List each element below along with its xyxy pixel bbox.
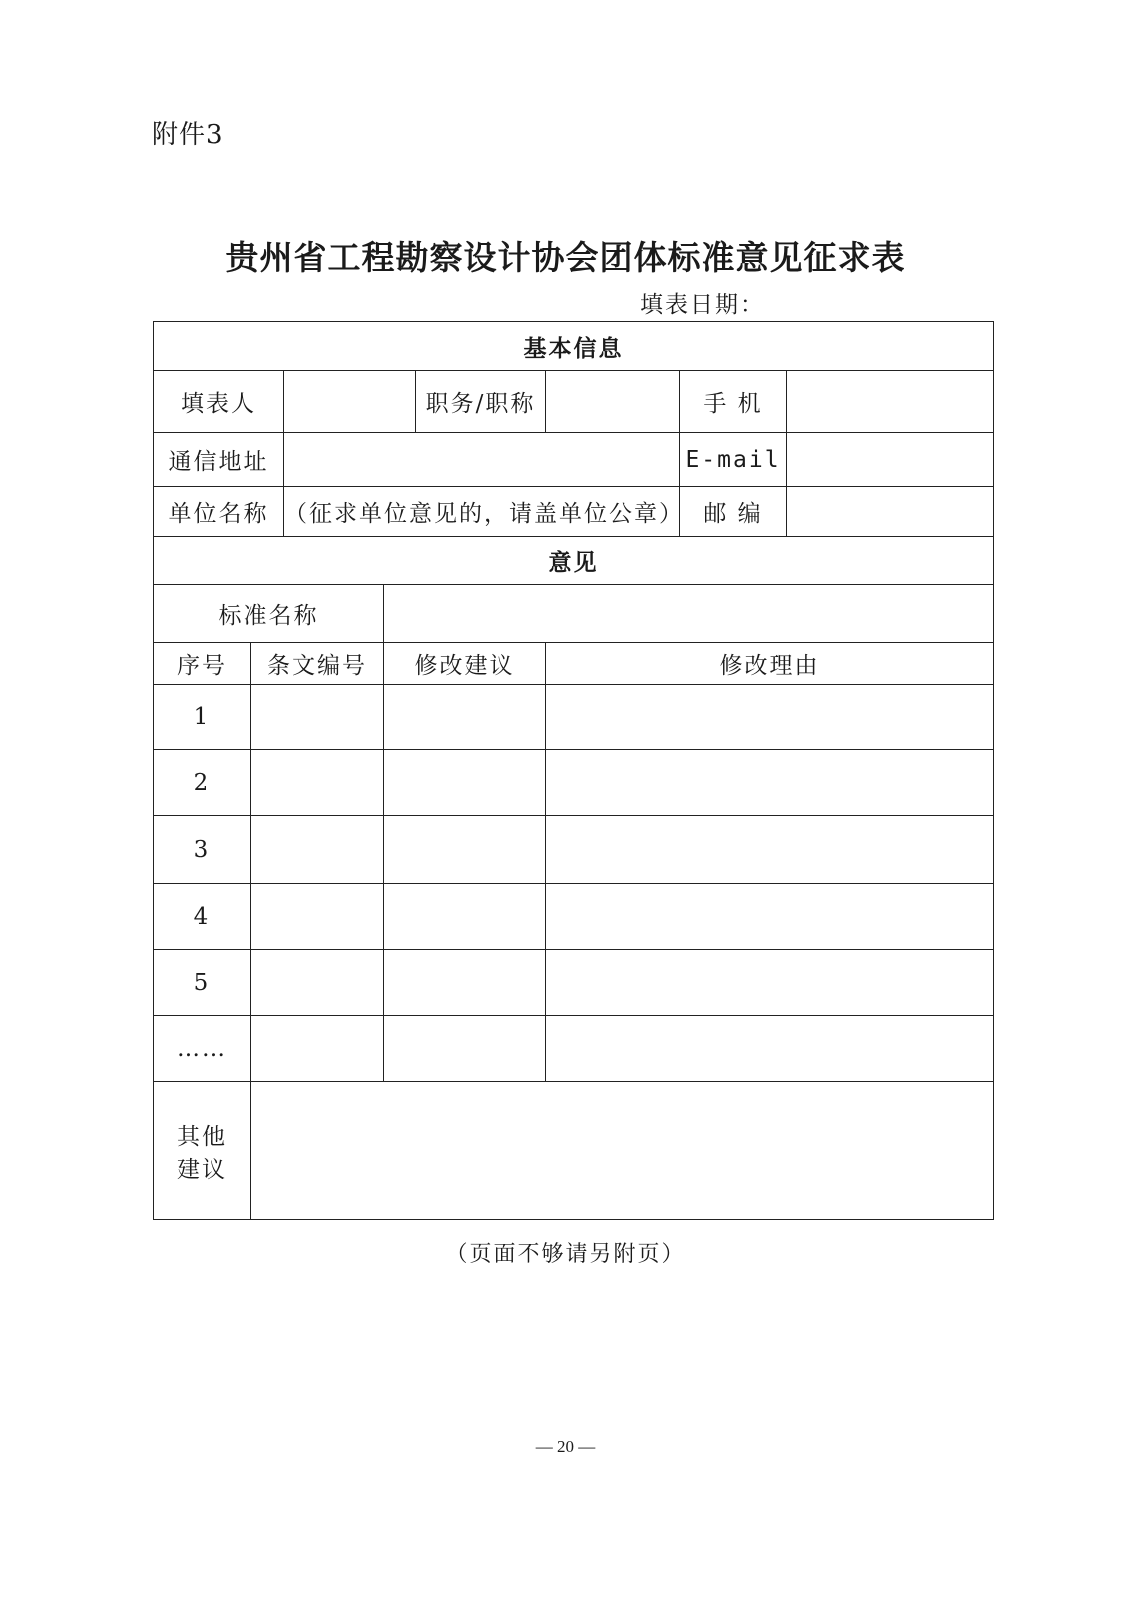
suggestion-cell[interactable] <box>384 816 546 884</box>
table-row <box>154 1016 994 1082</box>
clause-number-cell[interactable] <box>251 685 384 750</box>
unit-label: 单位名称 <box>154 487 284 537</box>
suggestion-cell[interactable] <box>384 884 546 950</box>
clause-number-cell[interactable] <box>251 950 384 1016</box>
column-header-reason: 修改理由 <box>546 643 994 685</box>
suggestion-cell[interactable] <box>384 685 546 750</box>
fill-date-label: 填表日期： <box>640 292 765 318</box>
row-number: 4 <box>154 884 251 950</box>
postcode-input-cell[interactable] <box>787 487 994 537</box>
clause-number-cell[interactable] <box>251 884 384 950</box>
clause-number-cell[interactable] <box>251 750 384 816</box>
column-header-suggestion: 修改建议 <box>384 643 546 685</box>
position-input-cell[interactable] <box>546 371 680 433</box>
opinion-form-table <box>153 321 994 1220</box>
row-number: 5 <box>154 950 251 1016</box>
position-label: 职务/职称 <box>416 371 546 433</box>
reason-cell[interactable] <box>546 750 994 816</box>
row-number: …… <box>154 1016 251 1082</box>
standard-name-label: 标准名称 <box>154 585 384 643</box>
other-suggestions-label <box>154 1082 251 1220</box>
reason-cell[interactable] <box>546 816 994 884</box>
table-row <box>154 685 994 750</box>
standard-name-input-cell[interactable] <box>384 585 994 643</box>
address-input-cell[interactable] <box>284 433 680 487</box>
phone-input-cell[interactable] <box>787 371 994 433</box>
other-suggestions-input-cell[interactable] <box>251 1082 994 1220</box>
row-number: 3 <box>154 816 251 884</box>
attachment-label: 附件3 <box>152 120 224 150</box>
reason-cell[interactable] <box>546 950 994 1016</box>
basic-info-heading: 基本信息 <box>154 322 994 371</box>
page-number: — 20 — <box>535 1437 596 1456</box>
unit-note[interactable]: （征求单位意见的，请盖单位公章） <box>284 487 680 537</box>
address-label: 通信地址 <box>154 433 284 487</box>
table-row <box>154 750 994 816</box>
reason-cell[interactable] <box>546 884 994 950</box>
other-label-line2: 建议 <box>177 1156 227 1183</box>
reason-cell[interactable] <box>546 1016 994 1082</box>
clause-number-cell[interactable] <box>251 816 384 884</box>
clause-number-cell[interactable] <box>251 1016 384 1082</box>
document-title: 贵州省工程勘察设计协会团体标准意见征求表 <box>225 238 906 277</box>
filler-input-cell[interactable] <box>284 371 416 433</box>
email-label: E-mail <box>680 433 787 487</box>
reason-cell[interactable] <box>546 685 994 750</box>
email-input-cell[interactable] <box>787 433 994 487</box>
table-row <box>154 950 994 1016</box>
column-header-serial: 序号 <box>154 643 251 685</box>
postcode-label: 邮 编 <box>680 487 787 537</box>
table-row <box>154 884 994 950</box>
phone-label: 手 机 <box>680 371 787 433</box>
row-number: 1 <box>154 685 251 750</box>
filler-label: 填表人 <box>154 371 284 433</box>
suggestion-cell[interactable] <box>384 750 546 816</box>
row-number: 2 <box>154 750 251 816</box>
suggestion-cell[interactable] <box>384 950 546 1016</box>
other-label-line1: 其他 <box>177 1123 227 1150</box>
table-row <box>154 816 994 884</box>
footer-note: （页面不够请另附页） <box>445 1242 686 1267</box>
column-header-clause-number: 条文编号 <box>251 643 384 685</box>
opinion-heading: 意见 <box>154 537 994 585</box>
suggestion-cell[interactable] <box>384 1016 546 1082</box>
